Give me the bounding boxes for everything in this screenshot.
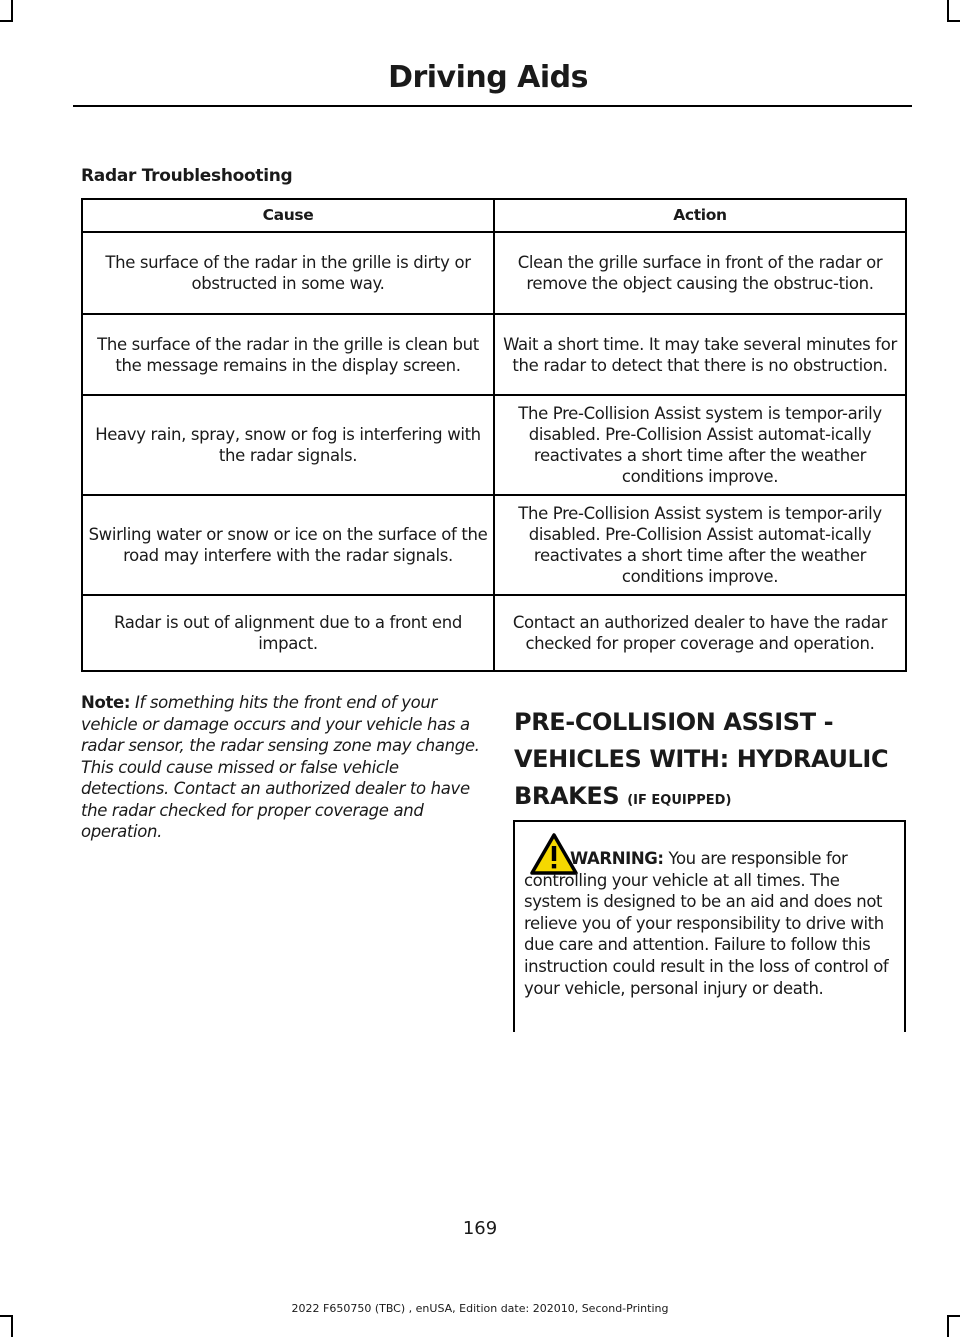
pca-heading-text: PRE-COLLISION ASSIST - VEHICLES WITH: HYDRAULIC BRAKES: [514, 708, 889, 810]
crop-mark-top-right: [947, 0, 949, 22]
action-cell: Contact an authorized dealer to have the radar checked for proper coverage and operation.: [494, 595, 906, 671]
cause-cell: Heavy rain, spray, snow or fog is interfering with the radar signals.: [82, 395, 494, 495]
crop-mark-bottom-left-h: [0, 1315, 13, 1317]
column-header-cause: Cause: [82, 199, 494, 232]
table-row: [82, 595, 906, 671]
page-header-title: Driving Aids: [388, 60, 588, 95]
page-number: 169: [462, 1218, 498, 1239]
header-divider: [73, 105, 912, 107]
crop-mark-bottom-right-h: [947, 1315, 960, 1317]
crop-mark-bottom-left: [11, 1315, 13, 1337]
action-cell: The Pre-Collision Assist system is tempor-arily disabled. Pre-Collision Assist automat-ically reactivates a short time after the weather conditions improve.: [494, 395, 906, 495]
table-row: [82, 232, 906, 314]
cause-cell: The surface of the radar in the grille is clean but the message remains in the display screen.: [82, 314, 494, 395]
pca-qualifier: (IF EQUIPPED): [627, 793, 732, 808]
table-row: [82, 314, 906, 395]
cause-cell: Swirling water or snow or ice on the surface of the road may interfere with the radar signals.: [82, 495, 494, 595]
crop-mark-top-left: [11, 0, 13, 22]
action-cell: The Pre-Collision Assist system is tempor-arily disabled. Pre-Collision Assist automat-ically reactivates a short time after the weather conditions improve.: [494, 495, 906, 595]
warning-label: WARNING:: [570, 849, 664, 868]
table-row: [82, 495, 906, 595]
crop-mark-top-right-h: [947, 20, 960, 22]
note-paragraph: [81, 692, 481, 843]
troubleshooting-table: [81, 198, 907, 672]
section-title: Radar Troubleshooting: [81, 166, 293, 186]
note-text: If something hits the front end of your vehicle or damage occurs and your vehicle has a radar sensor, the radar sensing zone may change. This could cause missed or false vehicle detections. Contact an authorized dealer to have the radar checked for proper coverage and operation.: [81, 693, 480, 841]
table-row: [82, 395, 906, 495]
pca-heading: [514, 704, 914, 819]
column-header-action: Action: [494, 199, 906, 232]
note-label: Note:: [81, 693, 131, 712]
crop-mark-bottom-right: [947, 1315, 949, 1337]
warning-text-block: [524, 848, 900, 999]
cause-cell: The surface of the radar in the grille is dirty or obstructed in some way.: [82, 232, 494, 314]
action-cell: Wait a short time. It may take several minutes for the radar to detect that there is no obstruction.: [494, 314, 906, 395]
warning-box: [513, 820, 906, 1032]
action-cell: Clean the grille surface in front of the radar or remove the object causing the obstruc-tion.: [494, 232, 906, 314]
cause-cell: Radar is out of alignment due to a front end impact.: [82, 595, 494, 671]
table-header-row: [82, 199, 906, 232]
footer-text: 2022 F650750 (TBC) , enUSA, Edition date: 202010, Second-Printing: [291, 1302, 669, 1315]
warning-text: You are responsible for controlling your vehicle at all times. The system is designed to be an aid and does not relieve you of your responsibility to drive with due care and attention. Failure to follow this instruction could result in the loss of control of your vehicle, personal injury or death.: [524, 849, 889, 998]
crop-mark-top-left-h: [0, 20, 13, 22]
